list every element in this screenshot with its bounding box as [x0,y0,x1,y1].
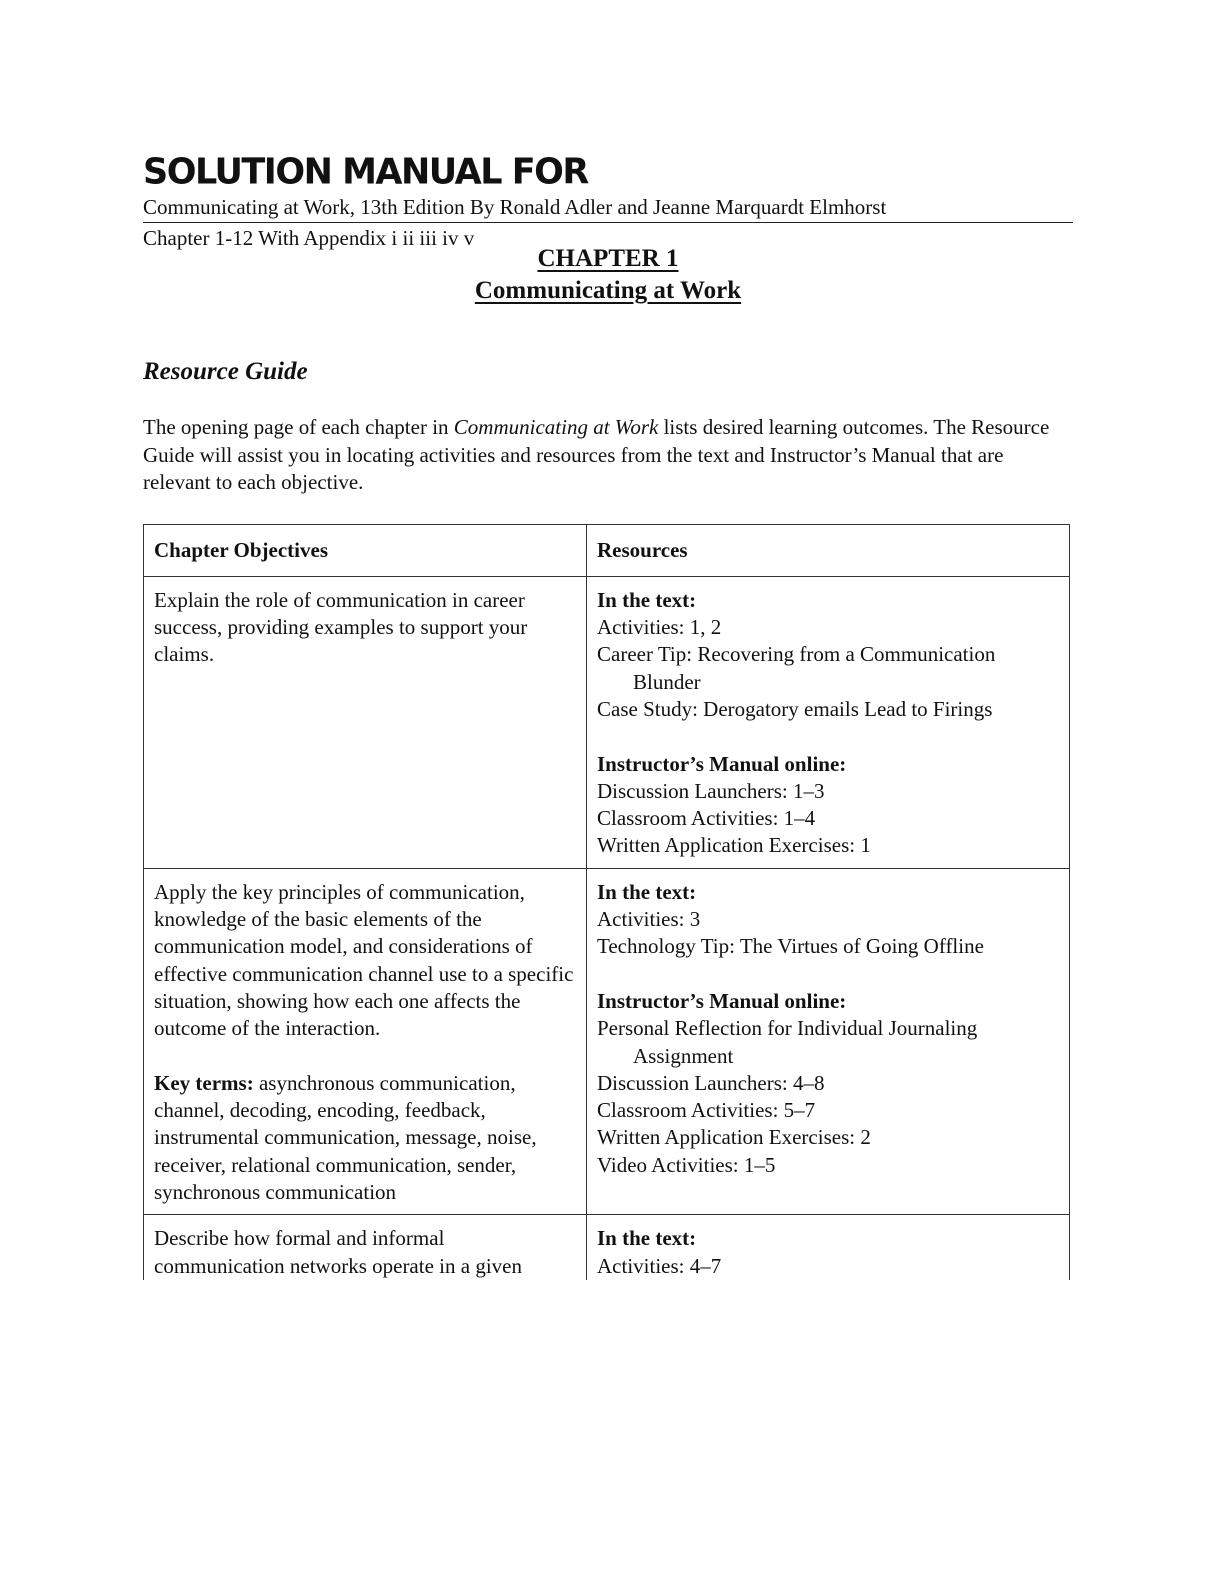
resource-item: Activities: 3 [597,907,701,932]
resources-cell [587,1215,1070,1280]
spacer [597,961,1059,988]
table-row [144,576,1070,868]
objective-text: Explain the role of communication in career success, providing examples to support your claims. [154,587,528,667]
key-terms [154,1070,576,1206]
table-row [144,1215,1070,1280]
objective-text: Describe how formal and informal communication networks operate in a given [154,1226,522,1278]
manual-title: SOLUTION MANUAL FOR [143,152,588,193]
header-resources: Resources [587,524,1070,576]
key-terms-label: Key terms: [154,1070,254,1095]
spacer [597,723,1059,750]
resource-item: Case Study: Derogatory emails Lead to Firings [597,696,993,721]
spacer [154,1043,576,1070]
resource-item: Classroom Activities: 5–7 [597,1098,816,1123]
resource-item: Activities: 1, 2 [597,615,722,640]
resource-item: Technology Tip: The Virtues of Going Offline [597,934,984,959]
objective-text: Apply the key principles of communication, knowledge of the basic elements of the communication model, and considerations of effective communication channel use to a specific situation, showing how each one affects the outcome of the interaction. [154,879,574,1041]
resource-item: Classroom Activities: 1–4 [597,806,816,831]
resource-item: Personal Reflection for Individual Journaling Assignment [597,1016,978,1068]
in-text-label: In the text: [597,587,697,612]
resource-item: Activities: 4–7 [597,1253,722,1278]
intro-paragraph [143,414,1073,497]
intro-text-end: lists desired learning outcomes. The Resource Guide will assist you in locating activities and resources from the text and Instructor’s Manual that are relevant to each objective. [143,415,1050,494]
book-title-italic: Communicating at Work [453,415,659,439]
book-subtitle: Communicating at Work, 13th Edition By Ronald Adler and Jeanne Marquardt Elmhorst [143,194,1073,223]
table-header-row [144,524,1070,576]
chapter-number: CHAPTER 1 [537,245,679,272]
document-page [143,150,1073,1280]
objective-cell [144,1215,587,1280]
resource-item: Written Application Exercises: 2 [597,1125,871,1150]
resources-cell [587,576,1070,868]
objective-cell [144,868,587,1215]
resource-item: Discussion Launchers: 1–3 [597,778,825,803]
in-text-label: In the text: [597,879,697,904]
in-text-label: In the text: [597,1226,697,1251]
header-chapter-objectives: Chapter Objectives [144,524,587,576]
section-title: Resource Guide [143,358,308,385]
resource-item: Video Activities: 1–5 [597,1152,776,1177]
manual-label: Instructor’s Manual online: [597,751,847,776]
chapter-heading [143,243,1073,307]
chapter-range: Chapter 1-12 With Appendix i ii iii iv v [143,226,475,250]
chapter-name: Communicating at Work [474,277,742,304]
resource-table [143,524,1070,1280]
resource-item: Discussion Launchers: 4–8 [597,1070,825,1095]
resource-item: Written Application Exercises: 1 [597,833,871,858]
objective-cell [144,576,587,868]
table-row [144,868,1070,1215]
intro-text-start: The opening page of each chapter in [143,415,454,439]
manual-label: Instructor’s Manual online: [597,988,847,1013]
resource-item: Career Tip: Recovering from a Communication Blunder [597,642,996,694]
key-terms-list: asynchronous communication, channel, decoding, encoding, feedback, instrumental communication, message, noise, receiver, relational communication, sender, synchronous communication [154,1070,537,1205]
resources-cell [587,868,1070,1215]
